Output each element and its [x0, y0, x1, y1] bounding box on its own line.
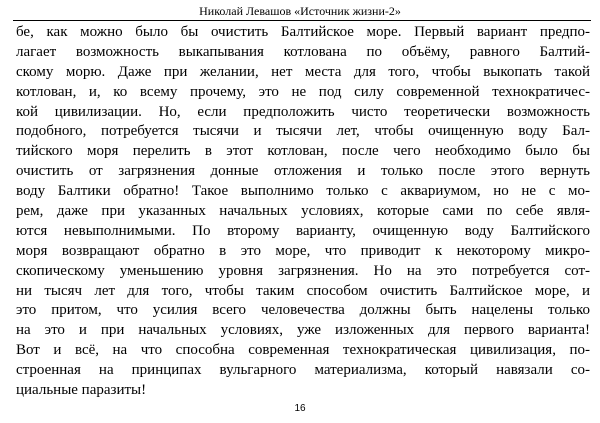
text-line: циальные паразиты!: [16, 382, 147, 399]
text-line: воду Балтики обратно! Такое выполнимо только с аквариумом, но не с мо-: [16, 183, 590, 200]
running-header: Николай Левашов «Источник жизни-2»: [199, 4, 401, 18]
text-line: лагает возможность выкапывания котлована по объёму, равного Балтий-: [16, 43, 590, 60]
text-line: рем, даже при указанных начальных условиях, которые сами по себе явля-: [16, 203, 590, 220]
text-line: это притом, что усилия всего человечества должны быть нацелены только: [16, 302, 590, 319]
text-line: ни тысяч лет для того, чтобы таким способом очистить Балтийское море, и: [16, 282, 590, 299]
text-line: на это и при начальных условиях, уже изложенных для первого варианта!: [16, 322, 590, 339]
text-line: ются невыполнимыми. По второму варианту, очищенную воду Балтийского: [16, 222, 590, 239]
text-line: Вот и всё, на что способна современная технократическая цивилизация, по-: [16, 342, 590, 359]
text-line: скому морю. Даже при желании, нет места для того, чтобы выкопать такой: [16, 63, 590, 80]
text-line: бе, как можно было бы очистить Балтийское море. Первый вариант предпо-: [16, 24, 590, 40]
text-line: моря возвращают обратно в это море, что приводит к некоторому микро-: [16, 242, 590, 259]
header-rule: [13, 20, 591, 21]
text-line: подобного, потребуется тысячи и тысячи лет, чтобы очищенную воду Бал-: [16, 123, 590, 140]
body-text: [16, 23, 590, 401]
page-number: 16: [294, 403, 306, 414]
text-line: скопическому уменьшению уровня загрязнения. Но на это потребуется сот-: [16, 262, 590, 279]
text-line: строенная на принципах вульгарного материализма, который навязали со-: [16, 362, 590, 379]
text-line: тийского моря перелить в этот котлован, после чего необходимо было бы: [16, 143, 590, 160]
text-line: котлован, и, ко всему прочему, это не под силу современной технократичес-: [16, 83, 590, 100]
text-line: очистить от загрязнения донные отложения и только после этого вернуть: [16, 163, 590, 180]
text-line: кой цивилизации. Но, если предположить чисто теоретически возможность: [16, 103, 590, 120]
